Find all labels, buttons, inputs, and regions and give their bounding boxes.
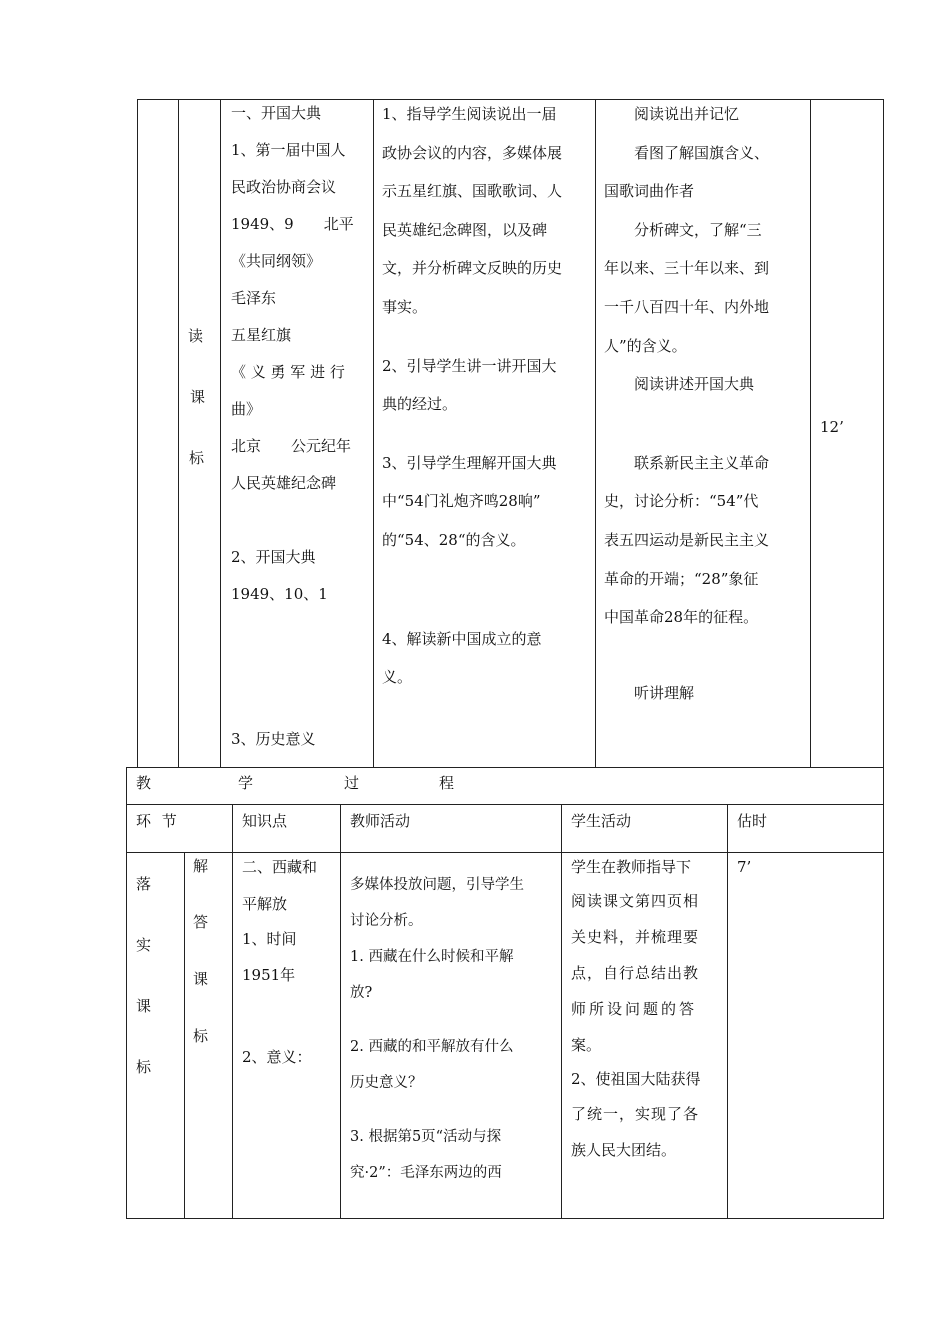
knowledge-line: 1949、9 北平 — [231, 215, 354, 233]
upper-student-cell — [604, 95, 808, 710]
student-line: 表五四运动是新民主主义 — [604, 530, 770, 549]
teacher-line: 3、引导学生理解开国大典 — [382, 453, 557, 472]
knowledge-line: 二、西藏和 — [242, 858, 318, 876]
process-char: 程 — [439, 774, 455, 792]
knowledge-line: 3、历史意义 — [231, 730, 316, 748]
teacher-line — [350, 1101, 558, 1119]
student-line: 国歌词曲作者 — [604, 182, 695, 201]
student-line: 阅读课文第四页相 — [571, 892, 700, 910]
knowledge-line — [231, 613, 371, 650]
student-line: 联系新民主主义革命 — [604, 453, 770, 472]
knowledge-line: 一、开国大典 — [231, 104, 322, 122]
lower-sub-label — [193, 850, 208, 1094]
label-char: 落 — [136, 875, 152, 893]
teacher-line: 示五星红旗、国歌歌词、人 — [382, 182, 563, 201]
teacher-line: 究·2”：毛泽东两边的西 — [350, 1165, 502, 1181]
teacher-line — [382, 560, 592, 580]
teacher-line: 2. 西藏的和平解放有什么 — [350, 1039, 514, 1055]
col-header-teacher: 教师活动 — [350, 812, 411, 830]
student-line: 案。 — [571, 1036, 602, 1054]
student-line: 了统一，实现了各 — [571, 1105, 700, 1123]
teacher-line — [382, 580, 592, 600]
label-char: 解 — [193, 857, 209, 875]
teacher-line: 1. 西藏在什么时候和平解 — [350, 949, 514, 965]
knowledge-line: 北京 公元纪年 — [231, 437, 352, 455]
teacher-line: 文，并分析碑文反映的历史 — [382, 259, 563, 278]
student-line: 年以来、三十年以来、到 — [604, 259, 770, 278]
knowledge-line: 毛泽东 — [231, 289, 277, 307]
student-line: 2、使祖国大陆获得 — [571, 1070, 701, 1088]
upper-section-label — [188, 306, 205, 489]
student-line: 阅读说出并记忆 — [604, 105, 740, 123]
knowledge-line: 《共同纲领》 — [231, 252, 322, 270]
teacher-line — [382, 327, 592, 347]
process-top-border — [126, 767, 883, 768]
student-line: 点，自行总结出教 — [571, 964, 700, 982]
student-line: 师所设问题的答 — [571, 1000, 698, 1018]
lower-col-line-sub — [184, 852, 185, 1218]
label-char: 标 — [193, 1027, 209, 1045]
upper-col-line-4 — [373, 99, 374, 767]
upper-col-line-6 — [810, 99, 811, 767]
knowledge-line: 民政治协商会议 — [231, 178, 337, 196]
teacher-line: 放? — [350, 985, 373, 1001]
process-char: 学 — [238, 774, 254, 792]
knowledge-line: 2、意义： — [242, 1048, 312, 1066]
upper-knowledge-cell — [231, 95, 371, 758]
teacher-line: 1、指导学生阅读说出一届 — [382, 105, 557, 123]
student-line: 看图了解国旗含义、 — [604, 143, 770, 162]
upper-col-line-7 — [883, 99, 884, 767]
label-char: 答 — [193, 913, 209, 931]
knowledge-line: 平解放 — [242, 895, 288, 913]
student-line: 革命的开端；“28”象征 — [604, 569, 759, 588]
lower-student-cell — [571, 851, 725, 1168]
teacher-line: 4、解读新中国成立的意 — [382, 629, 542, 648]
lower-col-line-knowledge — [232, 804, 233, 1218]
student-line: 分析碑文，了解“三 — [604, 220, 762, 239]
process-char: 教 — [136, 774, 152, 792]
lower-stage-label — [136, 854, 151, 1098]
label-char: 课 — [193, 970, 209, 988]
label-char: 实 — [136, 936, 152, 954]
teacher-line: 义。 — [382, 668, 413, 687]
label-char: 读 — [188, 327, 204, 345]
label-char: 课 — [136, 997, 152, 1015]
lower-col-line-time — [727, 804, 728, 1218]
upper-col-line-5 — [595, 99, 596, 767]
upper-teacher-cell — [382, 95, 592, 697]
student-line: 中国革命28年的征程。 — [604, 608, 759, 627]
label-char: 标 — [136, 1058, 152, 1076]
col-header-time: 估时 — [737, 812, 768, 830]
knowledge-line — [231, 650, 371, 687]
lower-col-line-teacher — [340, 804, 341, 1218]
student-line: 史，讨论分析：“54”代 — [604, 492, 759, 511]
lower-bottom-border — [126, 1218, 883, 1219]
knowledge-line — [242, 993, 332, 1017]
lower-knowledge-cell — [242, 851, 332, 1074]
student-line — [604, 637, 808, 657]
lower-col-line-student — [561, 804, 562, 1218]
upper-col-line-2 — [178, 99, 179, 767]
knowledge-line: 五星红旗 — [231, 326, 292, 344]
knowledge-line — [231, 502, 371, 539]
student-line: 关史料，并梳理要 — [571, 928, 700, 946]
lower-left-border — [126, 767, 127, 1219]
teacher-line — [382, 600, 592, 620]
teacher-line: 3. 根据第5页“活动与探 — [350, 1129, 502, 1145]
knowledge-line: 1、时间 — [242, 930, 297, 948]
knowledge-line — [242, 1017, 332, 1041]
student-line — [604, 424, 808, 444]
teacher-line: 中“54门礼炮齐鸣28响” — [382, 492, 541, 511]
process-header-bottom — [126, 804, 883, 805]
student-line — [604, 404, 808, 424]
teacher-line: 民英雄纪念碑图，以及碑 — [382, 220, 548, 239]
process-char: 过 — [344, 774, 360, 792]
student-line: 人”的含义。 — [604, 336, 687, 355]
knowledge-line: 1949、10、1 — [231, 585, 328, 603]
teacher-line: 多媒体投放问题，引导学生 — [350, 877, 524, 893]
lower-teacher-cell — [350, 853, 558, 1191]
label-char: 课 — [190, 388, 206, 406]
teacher-line: 讨论分析。 — [350, 913, 423, 929]
knowledge-line: 2、开国大典 — [231, 548, 316, 566]
teacher-line: 历史意义？ — [350, 1075, 423, 1091]
student-line — [604, 657, 808, 677]
knowledge-line: 1、第一届中国人 — [231, 141, 346, 159]
teacher-line: 事实。 — [382, 297, 428, 316]
student-line: 一千八百四十年、内外地 — [604, 297, 770, 316]
teacher-line — [350, 1011, 558, 1029]
teacher-line — [350, 853, 558, 867]
upper-col-line-3 — [220, 99, 221, 767]
upper-time: 12’ — [820, 418, 844, 436]
knowledge-line: 1951年 — [242, 966, 296, 984]
knowledge-line: 曲》 — [231, 400, 262, 418]
upper-col-line-1 — [137, 99, 138, 767]
student-line: 学生在教师指导下 — [571, 858, 692, 876]
col-header-stage: 环 节 — [136, 812, 180, 830]
student-line: 族人民大团结。 — [571, 1141, 677, 1159]
col-header-knowledge: 知识点 — [242, 812, 288, 830]
teacher-line — [382, 424, 592, 444]
col-header-student: 学生活动 — [571, 812, 632, 830]
student-line: 阅读讲述开国大典 — [604, 375, 755, 394]
knowledge-line: 人民英雄纪念碑 — [231, 474, 337, 492]
teacher-line: 典的经过。 — [382, 395, 458, 414]
lower-time: 7’ — [737, 858, 752, 876]
lower-right-border — [883, 767, 884, 1219]
label-char: 标 — [189, 449, 205, 467]
knowledge-line — [231, 687, 371, 724]
teacher-line: 的“54、28“的含义。 — [382, 530, 526, 549]
teacher-line: 政协会议的内容，多媒体展 — [382, 143, 563, 162]
teacher-line: 2、引导学生讲一讲开国大 — [382, 356, 557, 375]
student-line: 听讲理解 — [604, 683, 695, 702]
knowledge-line: 《 义 勇 军 进 行 — [231, 363, 345, 381]
